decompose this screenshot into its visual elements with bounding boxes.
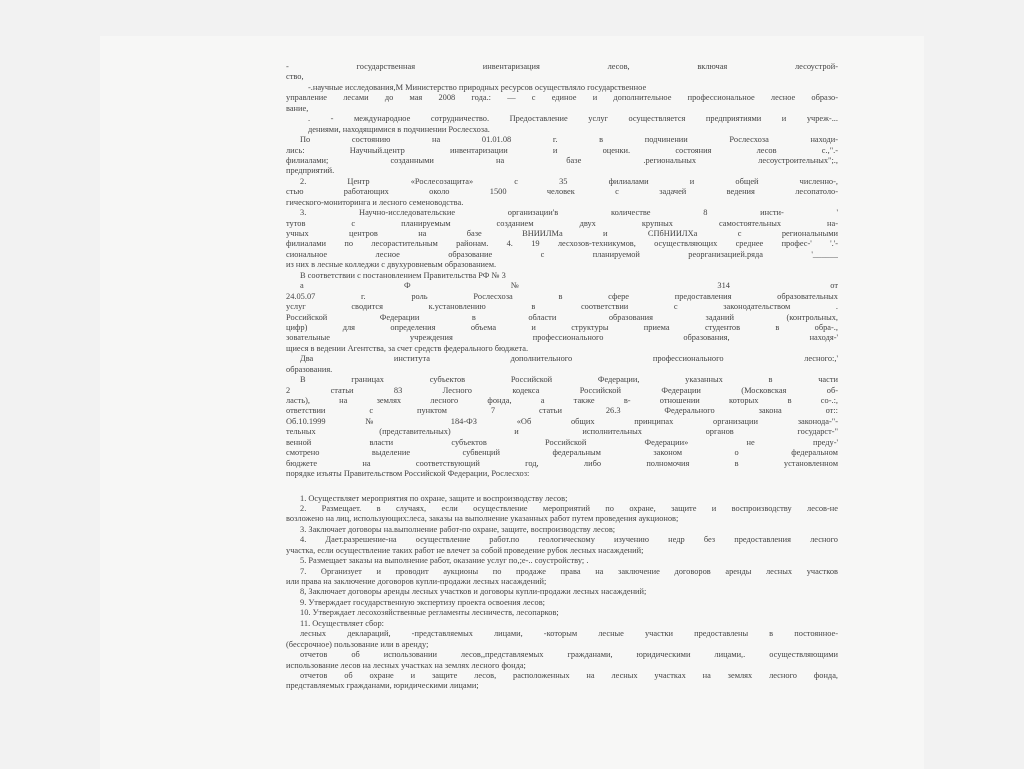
text-line: Российской Федерации в области образования заданий (контрольных, [286,312,838,322]
document-text [286,62,838,692]
text-line: В соответствии с постановлением Правительства РФ № 3 [300,270,506,280]
text-line: ласть), на землях лесного фонда, а также в- отношении которых в со-.:, [286,396,838,405]
text-line: смотрено выделение субвенций федеральным законом о федеральном [286,448,838,458]
list-item-line: 5. Размещает заказы на выполнение работ, оказание услуг по,;е-.. соустройству; . [300,556,589,566]
text-line: зовательные учреждения профессионального образования, находя-' [286,333,838,343]
text-line: В границах субъектов Российской Федерации, указанных в части [300,375,838,385]
text-line: 24.05.07 г. роль Рослесхоза в сфере предоставления образовательных [286,291,838,301]
text-line: 2 статьи 83 Лесного кодекса Российской Федерации (Московская об- [286,385,838,395]
list-item-line: (бессрочное) пользование или в аренду; [286,639,429,649]
document-page [100,36,924,769]
text-line: . - международное сотрудничество. Предоставление услуг осуществляется предприятиями и учреж-... [308,114,838,124]
list-item-line: 9. Утверждает государственную экспертизу проекта освоения лесов; [300,597,545,607]
text-line: щиеся в ведении Агентства, за счет средств федерального бюджета. [286,343,529,353]
list-item-line: 1. Осуществляет мероприятия по охране, защите и воспроизводству лесов; [300,493,568,503]
text-line: -.научные исследования,М Министерство природных ресурсов осуществляло государственное [308,82,647,92]
text-line: лись: Научный.центр инвентаризации и оценки. состояния лесов с.,".- [286,145,838,155]
text-line: гического-мониторинга и лесного семеноводства. [286,197,464,207]
text-line: филиалами по лесорастительным районам. 4. 19 лесхозов-техникумов, осуществляющих среднее профес-' '.'- [286,239,838,249]
text-line: ство, [286,72,304,82]
text-line: стью работающих около 1500 человек с задачей ведения лесопатоло- [286,187,838,197]
list-item-line: возложено на лиц, использующих:леса, заказы на выполнение указанных работ путем проведения аукционов; [286,514,679,524]
text-line: Об.10.1999 № 184-ФЗ «Об общих принципах организации законода-"- [286,416,838,426]
text-line: По состоянию на 01.01.08 г. в подчинении Рослесхоза находи- [300,135,838,145]
text-line: сиональное лесное образование с планируемой реорганизацией.ряда '______ [286,249,838,259]
text-line: дениями, находящимися в подчинении Рослесхоза. [308,124,490,134]
numbered-list [286,494,838,692]
text-line: ответствии с пунктом 7 статьи 26.3 Федерального закона от:: [286,406,838,416]
list-item-line: 4. Дает.разрешение-на осуществление работ.по геологическому изучению недр без предоставления лесного [300,535,838,545]
list-item-line: 11. Осуществляет сбор: [300,618,384,628]
list-item-line: 7. Организует и проводит аукционы по продаже права на заключение договоров аренды лесных участков [300,566,838,576]
text-line: тутов с планируемым созданием двух крупных самостоятельных на- [286,218,838,228]
list-item-line: отчетов об охране и защите лесов, расположенных на лесных участках на землях лесного фонда, [300,670,838,680]
list-item-line: представляемых гражданами, юридическими лицами; [286,681,479,691]
text-line: 3. Научно-исследовательские организации'в количестве 8 инсти- ' [300,208,838,218]
list-item-line: 3. Заключает договоры на.выполнение работ-по охране, защите, воспроизводству лесов; [300,524,616,534]
text-line: бюджете на соответствующий год, либо полномочия в установленном [286,458,838,468]
list-item-line: лесных деклараций, -представляемых лицами, -которым лесные участки предоставлены в постоянное- [300,629,838,639]
list-item-line: отчетов об использовании лесов,,представляемых гражданами, юридическими лицами,. осуществляющими [300,650,838,660]
list-item-line: участка, если осуществление таких работ не влечет за собой проведение рубок лесных насаждений; [286,545,644,555]
text-line: - государственная инвентаризация лесов, включая лесоустрой- [286,62,838,71]
list-item-line: 10. Утверждает лесохозяйственные регламенты лесничеств, лесопарков; [300,608,559,618]
list-item-line: или права на заключение договоров купли-продажи лесных насаждений; [286,577,547,586]
list-item-line: 2. Размещает. в случаях, если осуществление мероприятий по охране, защите и воспроизводству лесов-не [300,503,838,513]
text-line: из них в лесные колледжи с двухуровневым образованием. [286,260,497,270]
text-line: порядке изъяты Правительством Российской Федерации, Рослесхоз: [286,469,530,479]
list-item-line: 8, Заключает договоры аренды лесных участков и договоры купли-продажи лесных насаждений; [300,587,647,597]
text-line: филиалами; созданными на базе .региональных лесоустроительных";., [286,155,838,165]
text-line: тельных (представительных) и исполнительных органов государст-" [286,427,838,437]
body-paragraphs [286,62,838,480]
text-line: учных центров на базе ВНИИЛМа и СПбНИИЛХа с региональными [286,229,838,238]
text-line: услуг сводится к.установлению в соответствии с законодательством . [286,302,838,312]
text-line: венной власти субъектов Российской Федерации» не преду-' [286,437,838,447]
text-line: 2. Центр «Рослесозащита» с 35 филиалами и общей численно-, [300,176,838,186]
text-line: образования. [286,364,333,374]
list-item-line: использование лесов на лесных участках на землях лесного фонда; [286,660,526,670]
text-line: цифр) для определения объема и структуры приема студентов в обра-., [286,322,838,332]
text-line: предприятий. [286,166,335,176]
text-line: управление лесами до мая 2008 года.: — с единое и дополнительное профессиональное лесное образо- [286,93,838,103]
text-line: вание, [286,103,309,113]
paragraph-gap [286,480,838,494]
text-line: а Ф № 314 от [300,281,838,291]
text-line: Два института дополнительного профессионального лесного:,' [300,354,838,364]
